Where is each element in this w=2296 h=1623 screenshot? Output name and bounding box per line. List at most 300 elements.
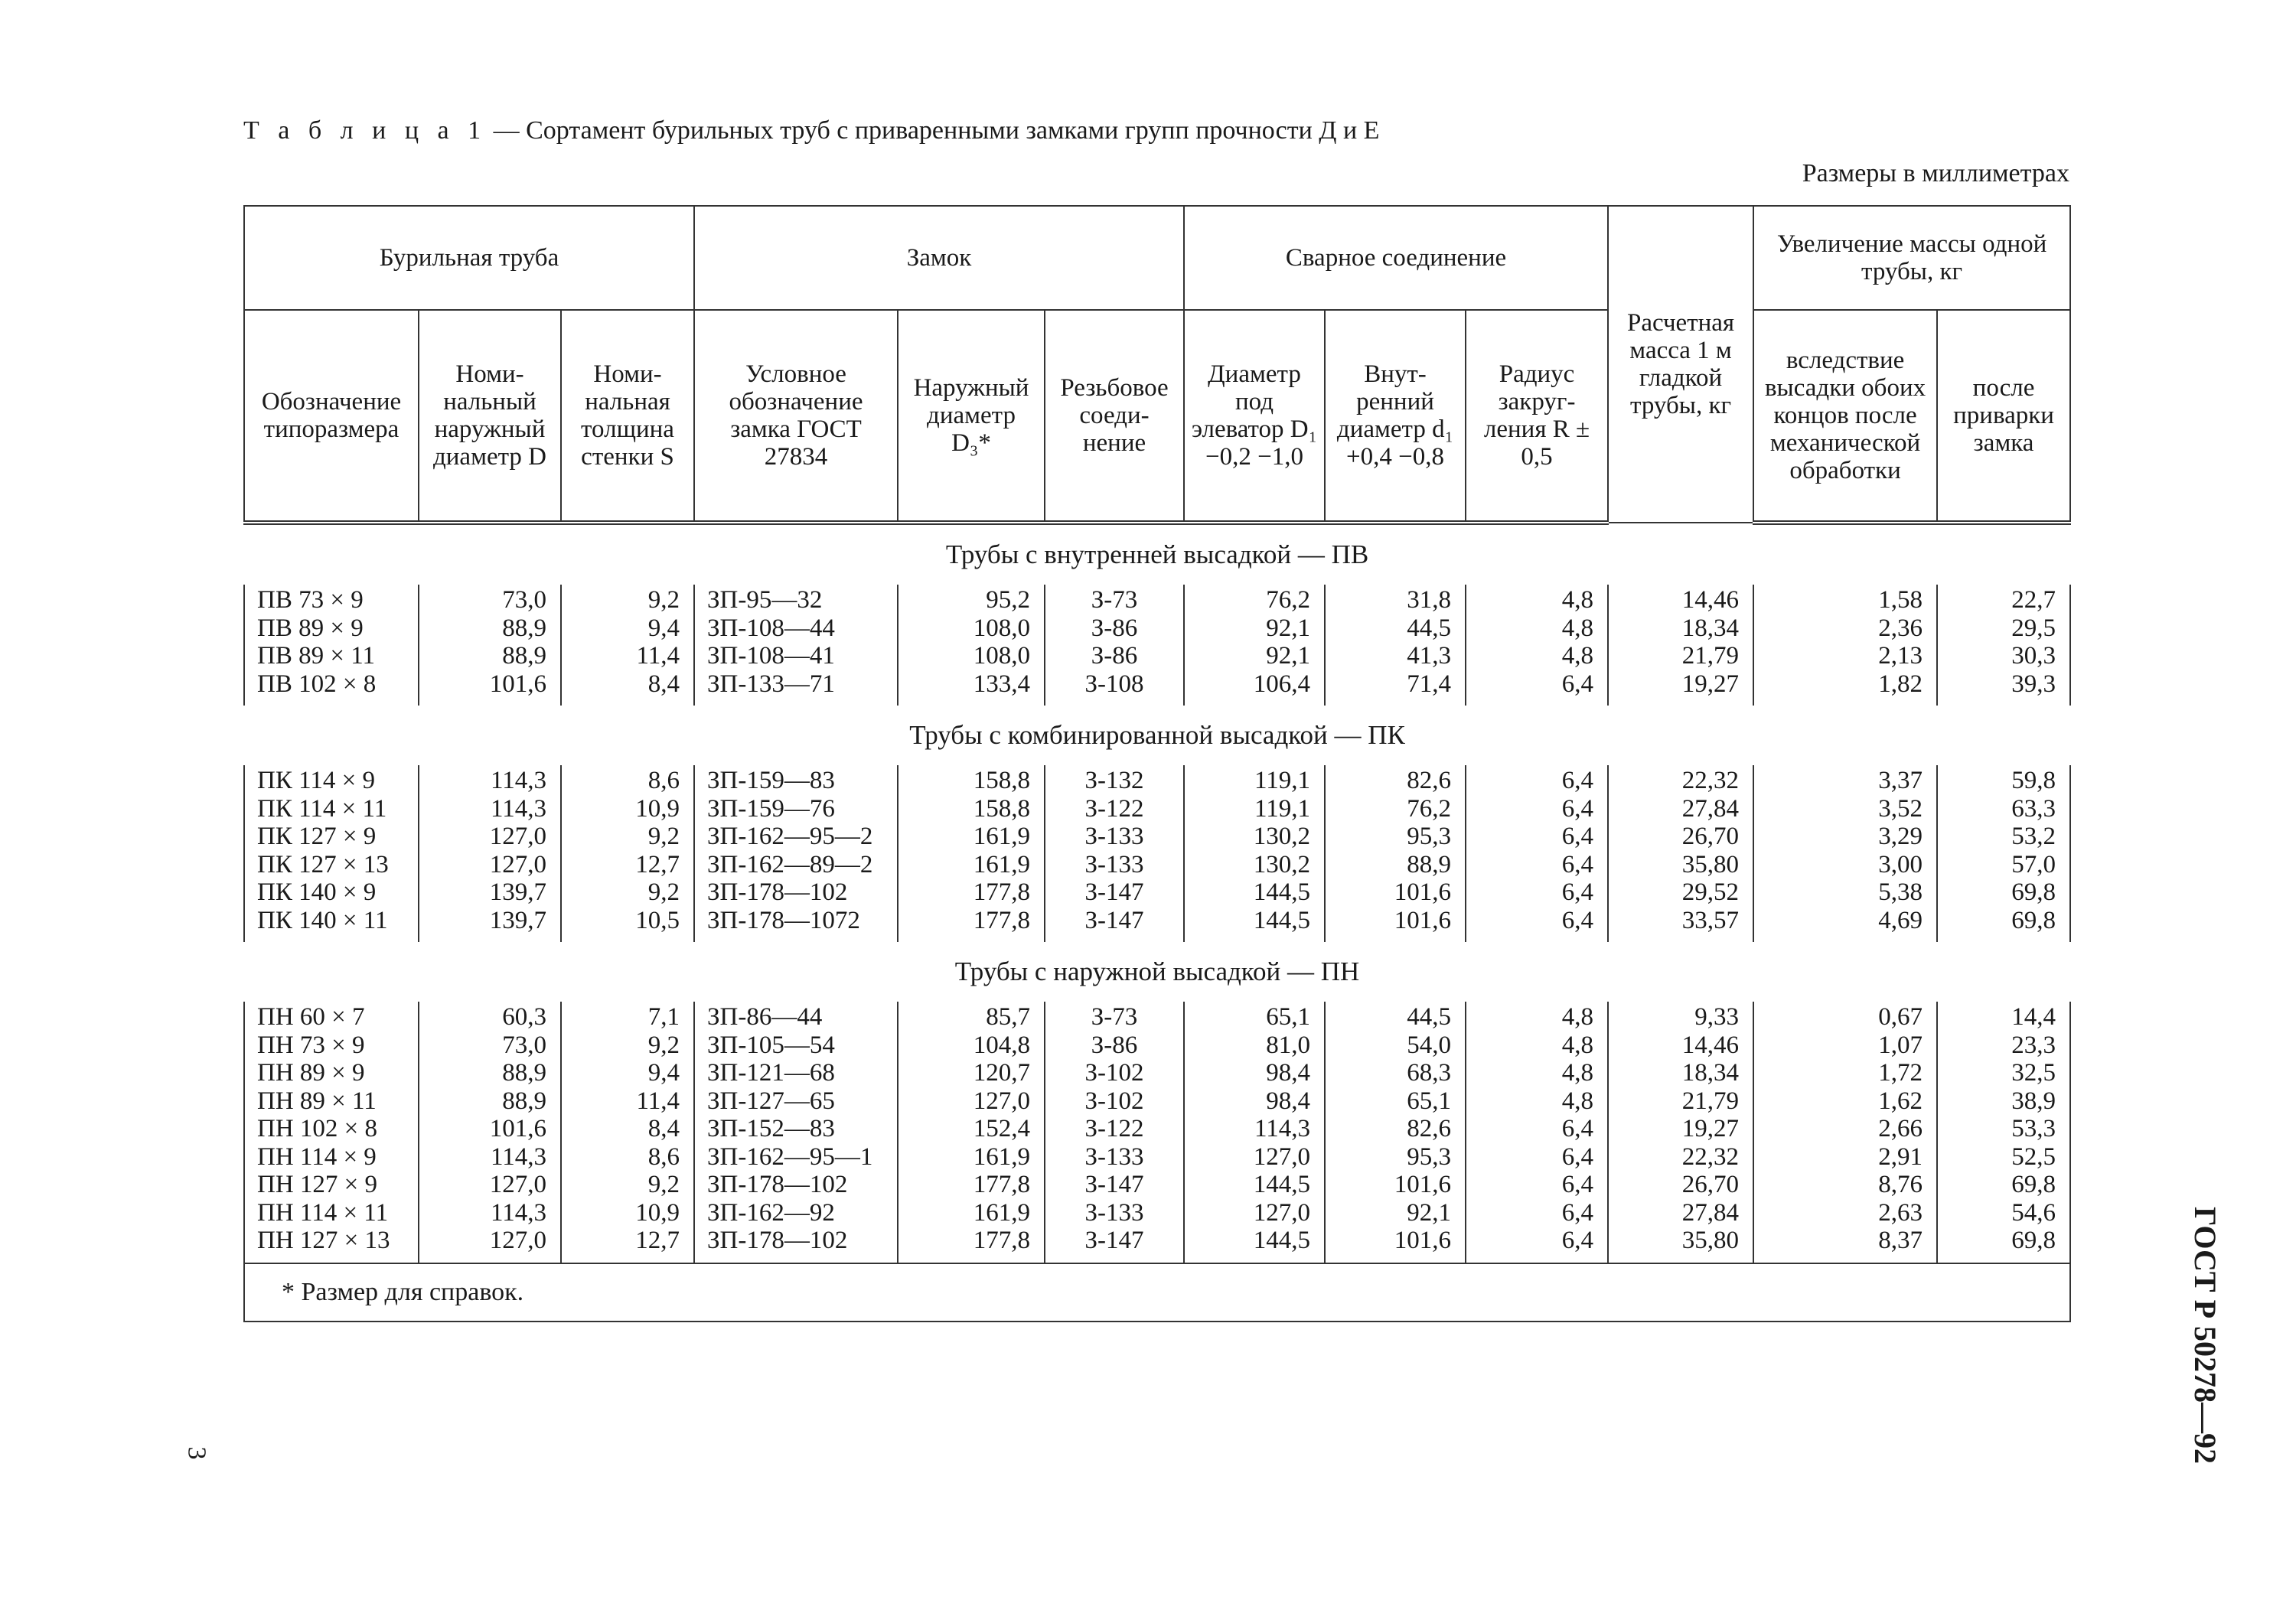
cell-value: 88,9 (502, 1059, 546, 1087)
cell-value: 177,8 (973, 878, 1031, 906)
standard-designation: ГОСТ Р 50278—92 (2188, 1206, 2223, 1465)
cell-value: 11,4 (636, 1087, 680, 1115)
cell-value: 41,3 (1407, 642, 1452, 670)
caption-text: — Сортамент бурильных труб с приваренными замками групп прочности Д и Е (487, 116, 1380, 145)
cell-value: 114,3 (490, 1198, 546, 1227)
cell-value: 33,57 (1681, 906, 1740, 934)
cell-value: ПН 114 × 9 (257, 1142, 377, 1171)
spacer-cell (1937, 1256, 2070, 1263)
cell-value: 101,6 (1394, 1227, 1452, 1254)
cell-value: 35,80 (1681, 850, 1740, 878)
cell-value: 27,84 (1681, 794, 1740, 823)
cell-value: ПК 114 × 11 (257, 794, 387, 823)
cell-value: 82,6 (1407, 1115, 1452, 1142)
cell-value: 9,33 (1694, 1003, 1740, 1031)
table-cell (244, 765, 419, 936)
cell-value: ПК 127 × 13 (257, 850, 389, 878)
cell-value: 59,8 (2011, 767, 2056, 794)
header-upset-increase: вследствие высадки обоих концов после механической обработки (1753, 310, 1937, 523)
table-cell (244, 1002, 419, 1256)
cell-value: 27,84 (1681, 1198, 1740, 1227)
cell-value: 10,9 (635, 794, 680, 823)
cell-value: 69,8 (2011, 1227, 2056, 1254)
cell-value: 38,9 (2011, 1087, 2056, 1115)
cell-value: 119,1 (1254, 767, 1311, 794)
cell-value: ЗП-86—44 (707, 1003, 823, 1031)
cell-value: ПН 89 × 11 (257, 1087, 377, 1115)
cell-value: 44,5 (1407, 1003, 1452, 1031)
spacer-cell (1325, 936, 1466, 942)
cell-value: ПН 114 × 11 (257, 1198, 389, 1227)
cell-value: ЗП-159—83 (707, 767, 835, 794)
cell-value: 18,34 (1681, 614, 1740, 642)
cell-value: 4,8 (1561, 642, 1594, 670)
cell-value: 39,3 (2011, 670, 2056, 698)
cell-value: 95,3 (1407, 1142, 1452, 1171)
cell-value: З-133 (1084, 1142, 1144, 1171)
cell-value: 127,0 (1253, 1142, 1311, 1171)
cell-value: 6,4 (1561, 670, 1594, 698)
spacer-cell (1184, 936, 1325, 942)
table-row (244, 765, 2070, 936)
cell-value: 108,0 (973, 614, 1031, 642)
cell-value: 6,4 (1561, 1171, 1594, 1198)
cell-value: 88,9 (1407, 850, 1452, 878)
table-cell (419, 1002, 561, 1256)
cell-value: 69,8 (2011, 906, 2056, 934)
section-row (244, 523, 2070, 585)
cell-value: 76,2 (1266, 586, 1311, 614)
cell-value: 4,69 (1878, 906, 1923, 934)
cell-value: 29,52 (1681, 878, 1740, 906)
cell-value: 98,4 (1266, 1087, 1311, 1115)
cell-value: 5,38 (1878, 878, 1923, 906)
cell-value: 4,8 (1561, 614, 1594, 642)
spacer-cell (898, 699, 1045, 706)
cell-value: 85,7 (986, 1003, 1031, 1031)
cell-value: 2,13 (1878, 642, 1923, 670)
cell-value: 95,2 (986, 586, 1031, 614)
cell-value: 6,4 (1561, 1198, 1594, 1227)
table-cell (1466, 585, 1608, 699)
spacer-cell (244, 1256, 419, 1263)
cell-value: 161,9 (973, 1142, 1031, 1171)
cell-value: 1,72 (1878, 1059, 1923, 1087)
cell-value: 53,3 (2011, 1115, 2056, 1142)
caption-prefix: Т а б л и ц а 1 (243, 116, 488, 145)
cell-value: 81,0 (1266, 1031, 1311, 1059)
cell-value: З-147 (1084, 878, 1144, 906)
table-cell (1753, 765, 1937, 936)
cell-value: ЗП-133—71 (707, 670, 835, 698)
cell-value: З-102 (1084, 1059, 1144, 1087)
table-cell (1184, 765, 1325, 936)
cell-value: ЗП-108—44 (707, 614, 835, 642)
cell-value: ПН 89 × 9 (257, 1059, 365, 1087)
cell-value: 92,1 (1266, 642, 1311, 670)
cell-value: 127,0 (489, 850, 546, 878)
cell-value: ЗП-127—65 (707, 1087, 835, 1115)
header-lock: Замок (694, 206, 1184, 310)
table-row (244, 1002, 2070, 1256)
spacer-cell (1466, 936, 1608, 942)
cell-value: 88,9 (502, 614, 546, 642)
cell-value: З-147 (1084, 1171, 1144, 1198)
spacer-cell (1045, 699, 1184, 706)
cell-value: З-133 (1084, 1198, 1144, 1227)
spacer-cell (1608, 936, 1753, 942)
cell-value: 114,3 (490, 794, 546, 823)
cell-value: 2,63 (1878, 1198, 1923, 1227)
cell-value: 177,8 (973, 1227, 1031, 1254)
section-title: Трубы с комбинированной высадкой — ПК (909, 720, 1405, 750)
table-cell (1608, 1002, 1753, 1256)
cell-value: 9,2 (647, 823, 680, 850)
cell-value: 177,8 (973, 906, 1031, 934)
spacer-cell (1937, 936, 2070, 942)
cell-value: 9,4 (647, 614, 680, 642)
cell-value: 9,2 (647, 586, 680, 614)
table-cell (1325, 765, 1466, 936)
cell-value: 130,2 (1253, 823, 1311, 850)
spacer-cell (1045, 936, 1184, 942)
cell-value: ЗП-178—102 (707, 1227, 848, 1254)
cell-value: 32,5 (2011, 1059, 2056, 1087)
spacer-cell (694, 936, 898, 942)
cell-value: 65,1 (1407, 1087, 1452, 1115)
cell-value: 14,46 (1681, 1031, 1740, 1059)
cell-value: 144,5 (1253, 1227, 1311, 1254)
table-cell (1753, 585, 1937, 699)
cell-value: 144,5 (1253, 1171, 1311, 1198)
cell-value: ЗП-162—92 (707, 1198, 835, 1227)
cell-value: 71,4 (1407, 670, 1452, 698)
table-cell (1937, 585, 2070, 699)
cell-value: 3,37 (1878, 767, 1923, 794)
cell-value: 98,4 (1266, 1059, 1311, 1087)
cell-value: 144,5 (1253, 878, 1311, 906)
cell-value: 1,07 (1878, 1031, 1923, 1059)
spacer-cell (1466, 1256, 1608, 1263)
cell-value: 35,80 (1681, 1227, 1740, 1254)
cell-value: 30,3 (2011, 642, 2056, 670)
cell-value: 108,0 (973, 642, 1031, 670)
table-cell (1753, 1002, 1937, 1256)
spacer-cell (561, 1256, 694, 1263)
cell-value: 127,0 (973, 1087, 1031, 1115)
cell-value: 1,58 (1878, 586, 1923, 614)
cell-value: 7,1 (647, 1003, 680, 1031)
spacer-cell (561, 699, 694, 706)
spacer-cell (419, 699, 561, 706)
header-elevator-diameter: Диаметр под элеватор D₁ −0,2 −1,0 (1184, 310, 1325, 523)
cell-value: 68,3 (1407, 1059, 1452, 1087)
cell-value: 2,91 (1878, 1142, 1923, 1171)
page-number: 3 (182, 1446, 211, 1460)
header-inner-diameter: Внут-ренний диаметр d₁ +0,4 −0,8 (1325, 310, 1466, 523)
cell-value: 60,3 (502, 1003, 546, 1031)
cell-value: 23,3 (2011, 1031, 2056, 1059)
cell-value: 101,6 (1394, 878, 1452, 906)
cell-value: ПК 140 × 9 (257, 878, 377, 906)
spacer-row (244, 699, 2070, 706)
cell-value: З-86 (1091, 1031, 1138, 1059)
cell-value: 19,27 (1681, 1115, 1740, 1142)
cell-value: 54,0 (1407, 1031, 1452, 1059)
cell-value: 8,76 (1878, 1171, 1923, 1198)
cell-value: З-73 (1091, 586, 1138, 614)
cell-value: ЗП-178—102 (707, 878, 848, 906)
table-cell (898, 1002, 1045, 1256)
spacer-cell (1608, 1256, 1753, 1263)
header-lock-designation: Условное обозначение замка ГОСТ 27834 (694, 310, 898, 523)
cell-value: 4,8 (1561, 586, 1594, 614)
cell-value: ЗП-105—54 (707, 1031, 835, 1059)
table-footnote: * Размер для справок. (244, 1263, 2070, 1322)
cell-value: З-73 (1091, 1003, 1138, 1031)
cell-value: ПВ 89 × 9 (257, 614, 364, 642)
header-mass-increase: Увеличение массы одной трубы, кг (1753, 206, 2070, 310)
cell-value: З-132 (1084, 767, 1144, 794)
units-note: Размеры в миллиметрах (1802, 159, 2069, 187)
cell-value: ЗП-178—102 (707, 1171, 848, 1198)
spacer-cell (694, 699, 898, 706)
cell-value: 26,70 (1681, 1171, 1740, 1198)
cell-value: 44,5 (1407, 614, 1452, 642)
cell-value: ПК 114 × 9 (257, 767, 375, 794)
table-body (244, 523, 2070, 1263)
cell-value: ЗП-152—83 (707, 1115, 835, 1142)
cell-value: 101,6 (1394, 906, 1452, 934)
spacer-cell (561, 936, 694, 942)
cell-value: 6,4 (1561, 823, 1594, 850)
cell-value: 6,4 (1561, 850, 1594, 878)
table-cell (1045, 585, 1184, 699)
cell-value: ЗП-162—95—2 (707, 823, 873, 850)
cell-value: 10,5 (635, 906, 680, 934)
cell-value: 69,8 (2011, 1171, 2056, 1198)
cell-value: 144,5 (1253, 906, 1311, 934)
cell-value: 22,32 (1681, 767, 1740, 794)
table-cell (1466, 1002, 1608, 1256)
cell-value: 22,32 (1681, 1142, 1740, 1171)
cell-value: 158,8 (973, 767, 1031, 794)
cell-value: 9,2 (647, 878, 680, 906)
cell-value: 133,4 (973, 670, 1031, 698)
cell-value: 101,6 (489, 670, 546, 698)
cell-value: З-133 (1084, 850, 1144, 878)
cell-value: ПН 127 × 13 (257, 1227, 390, 1254)
cell-value: 119,1 (1254, 794, 1311, 823)
header-outer-diameter: Наружный диаметр D₃* (898, 310, 1045, 523)
cell-value: 63,3 (2011, 794, 2056, 823)
table-cell (898, 585, 1045, 699)
spacer-cell (694, 1256, 898, 1263)
cell-value: ЗП-162—89—2 (707, 850, 873, 878)
cell-value: 4,8 (1561, 1003, 1594, 1031)
cell-value: З-147 (1084, 1227, 1144, 1254)
table-cell (1608, 765, 1753, 936)
cell-value: 1,82 (1878, 670, 1923, 698)
spacer-cell (419, 936, 561, 942)
cell-value: 8,6 (647, 1142, 680, 1171)
cell-value: 76,2 (1407, 794, 1452, 823)
cell-value: 31,8 (1407, 586, 1452, 614)
cell-value: 6,4 (1561, 906, 1594, 934)
cell-value: ПН 73 × 9 (257, 1031, 365, 1059)
section-title: Трубы с наружной высадкой — ПН (954, 957, 1360, 986)
cell-value: ПК 127 × 9 (257, 823, 377, 850)
header-thread: Резьбовое соеди-нение (1045, 310, 1184, 523)
cell-value: З-147 (1084, 906, 1144, 934)
cell-value: 52,5 (2011, 1142, 2056, 1171)
cell-value: 104,8 (973, 1031, 1031, 1059)
spacer-cell (1184, 1256, 1325, 1263)
cell-value: 127,0 (489, 823, 546, 850)
cell-value: ЗП-121—68 (707, 1059, 835, 1087)
cell-value: 120,7 (973, 1059, 1031, 1087)
cell-value: 19,27 (1681, 670, 1740, 698)
cell-value: 12,7 (635, 850, 680, 878)
cell-value: 8,6 (647, 767, 680, 794)
spacer-cell (1753, 936, 1937, 942)
cell-value: 0,67 (1878, 1003, 1923, 1031)
cell-value: 114,3 (490, 1142, 546, 1171)
cell-value: 92,1 (1407, 1198, 1452, 1227)
spacer-cell (244, 699, 419, 706)
section-row (244, 706, 2070, 765)
spacer-cell (898, 936, 1045, 942)
table-cell (1608, 585, 1753, 699)
header-radius: Радиус закруг-ления R ± 0,5 (1466, 310, 1608, 523)
cell-value: 8,4 (647, 670, 680, 698)
cell-value: 88,9 (502, 1087, 546, 1115)
table-cell (1045, 765, 1184, 936)
table-cell (561, 585, 694, 699)
cell-value: ПВ 102 × 8 (257, 670, 377, 698)
header-designation: Обозначение типоразмера (244, 310, 419, 523)
cell-value: 82,6 (1407, 767, 1452, 794)
cell-value: 18,34 (1681, 1059, 1740, 1087)
cell-value: 92,1 (1266, 614, 1311, 642)
cell-value: 8,37 (1878, 1227, 1923, 1254)
cell-value: 6,4 (1561, 767, 1594, 794)
header-wall-thickness: Номи-нальная толщина стенки S (561, 310, 694, 523)
cell-value: 101,6 (489, 1115, 546, 1142)
table-cell (561, 765, 694, 936)
cell-value: 152,4 (973, 1115, 1031, 1142)
spacer-row (244, 1256, 2070, 1263)
cell-value: 26,70 (1681, 823, 1740, 850)
cell-value: ЗП-159—76 (707, 794, 835, 823)
cell-value: 12,7 (635, 1227, 680, 1254)
cell-value: 114,3 (490, 767, 546, 794)
cell-value: 4,8 (1561, 1059, 1594, 1087)
header-drill-pipe: Бурильная труба (244, 206, 694, 310)
spacer-cell (1325, 1256, 1466, 1263)
cell-value: 14,4 (2011, 1003, 2056, 1031)
cell-value: 101,6 (1394, 1171, 1452, 1198)
cell-value: ЗП-95—32 (707, 586, 823, 614)
cell-value: 88,9 (502, 642, 546, 670)
cell-value: 6,4 (1561, 1142, 1594, 1171)
cell-value: 6,4 (1561, 1115, 1594, 1142)
header-weld-increase: после приварки замка (1937, 310, 2070, 523)
pipe-assortment-table (243, 205, 2071, 1322)
table-cell (244, 585, 419, 699)
spacer-row (244, 936, 2070, 942)
cell-value: 106,4 (1253, 670, 1311, 698)
cell-value: ПН 127 × 9 (257, 1171, 378, 1198)
table-cell (1937, 765, 2070, 936)
cell-value: 95,3 (1407, 823, 1452, 850)
table-cell (1325, 585, 1466, 699)
cell-value: 2,36 (1878, 614, 1923, 642)
cell-value: 6,4 (1561, 878, 1594, 906)
cell-value: 6,4 (1561, 794, 1594, 823)
table-cell (1937, 1002, 2070, 1256)
cell-value: ПН 60 × 7 (257, 1003, 365, 1031)
spacer-cell (1608, 699, 1753, 706)
cell-value: 69,8 (2011, 878, 2056, 906)
cell-value: 3,29 (1878, 823, 1923, 850)
table-cell (694, 585, 898, 699)
table-cell (1325, 1002, 1466, 1256)
cell-value: 127,0 (489, 1171, 546, 1198)
cell-value: ЗП-108—41 (707, 642, 835, 670)
cell-value: 57,0 (2011, 850, 2056, 878)
cell-value: 2,66 (1878, 1115, 1923, 1142)
cell-value: 3,00 (1878, 850, 1923, 878)
table-cell (1184, 1002, 1325, 1256)
table-row (244, 585, 2070, 699)
cell-value: 11,4 (636, 642, 680, 670)
cell-value: 161,9 (973, 1198, 1031, 1227)
cell-value: 22,7 (2011, 586, 2056, 614)
cell-value: 127,0 (489, 1227, 546, 1254)
cell-value: 65,1 (1266, 1003, 1311, 1031)
cell-value: 8,4 (647, 1115, 680, 1142)
cell-value: 3,52 (1878, 794, 1923, 823)
section-row (244, 942, 2070, 1002)
cell-value: 114,3 (1254, 1115, 1311, 1142)
spacer-cell (1325, 699, 1466, 706)
cell-value: З-133 (1084, 823, 1144, 850)
table-cell (694, 1002, 898, 1256)
cell-value: ЗП-162—95—1 (707, 1142, 873, 1171)
cell-value: 9,2 (647, 1171, 680, 1198)
cell-value: 9,4 (647, 1059, 680, 1087)
spacer-cell (1045, 1256, 1184, 1263)
cell-value: 29,5 (2011, 614, 2056, 642)
cell-value: 139,7 (489, 906, 546, 934)
header-mass: Расчетная масса 1 м гладкой трубы, кг (1608, 206, 1753, 523)
spacer-cell (1466, 699, 1608, 706)
cell-value: 73,0 (502, 1031, 546, 1059)
cell-value: 21,79 (1681, 642, 1740, 670)
cell-value: ПВ 89 × 11 (257, 642, 375, 670)
spacer-cell (1753, 1256, 1937, 1263)
cell-value: 54,6 (2011, 1198, 2056, 1227)
table-cell (898, 765, 1045, 936)
cell-value: 4,8 (1561, 1087, 1594, 1115)
cell-value: 177,8 (973, 1171, 1031, 1198)
cell-value: 21,79 (1681, 1087, 1740, 1115)
cell-value: З-86 (1091, 642, 1138, 670)
cell-value: 9,2 (647, 1031, 680, 1059)
table-cell (1184, 585, 1325, 699)
table-cell (694, 765, 898, 936)
